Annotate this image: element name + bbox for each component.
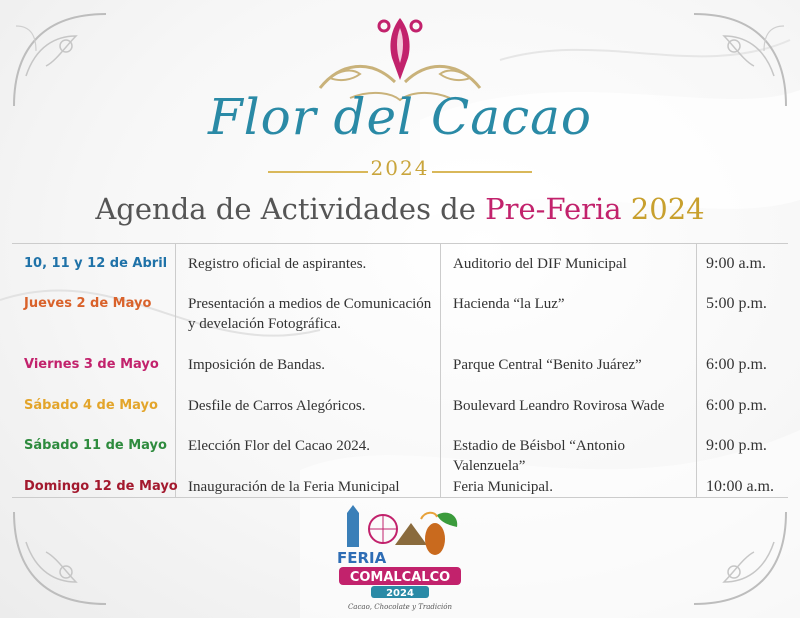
logo-title: Flor del Cacao [207, 88, 593, 146]
event-activity: Elección Flor del Cacao 2024. [188, 438, 371, 454]
column-divider [175, 244, 176, 498]
event-time: 6:00 p.m. [706, 397, 767, 414]
event-place: Hacienda “la Luz” [453, 296, 565, 312]
event-time: 10:00 a.m. [706, 478, 774, 495]
table-rule [12, 497, 788, 498]
agenda-title-accent: Pre-Feria [485, 192, 622, 226]
event-place: Feria Municipal. [453, 479, 553, 495]
event-place: Boulevard Leandro Rovirosa Wade [453, 398, 665, 414]
agenda-title-year: 2024 [621, 192, 705, 226]
event-date: Domingo 12 de Mayo [24, 479, 178, 494]
agenda-title [0, 192, 800, 226]
feria-year: 2024 [386, 588, 414, 599]
feria-city: COMALCALCO [349, 570, 451, 585]
agenda-title-main: Agenda de Actividades de [95, 192, 486, 226]
event-time: 6:00 p.m. [706, 356, 767, 373]
event-date: Sábado 4 de Mayo [24, 398, 158, 413]
event-date: Viernes 3 de Mayo [24, 357, 159, 372]
event-time: 9:00 a.m. [706, 255, 766, 272]
feria-slogan: Cacao, Chocolate y Tradición [347, 603, 453, 611]
event-date: Jueves 2 de Mayo [24, 296, 152, 311]
event-date: 10, 11 y 12 de Abril [24, 256, 168, 271]
event-activity: Desfile de Carros Alegóricos. [188, 398, 366, 414]
corner-ornament-icon [664, 502, 794, 612]
event-activity: Inauguración de la Feria Municipal [188, 479, 400, 495]
event-place: Parque Central “Benito Juárez” [453, 357, 642, 373]
feria-word: FERIA [337, 549, 387, 567]
event-place: Auditorio del DIF Municipal [453, 256, 627, 272]
logo-year: 2024 [370, 156, 430, 180]
feria-comalcalco-logo [325, 505, 475, 613]
event-place: Estadio de Béisbol “Antonio Valenzuela” [453, 438, 626, 474]
event-time: 9:00 p.m. [706, 437, 767, 454]
table-rule [12, 243, 788, 244]
event-activity: Presentación a medios de Comunicación y develación Fotográfica. [188, 296, 432, 332]
column-divider [440, 244, 441, 498]
event-activity: Imposición de Bandas. [188, 357, 326, 373]
event-date: Sábado 11 de Mayo [24, 438, 167, 453]
divider-right [432, 171, 532, 173]
corner-ornament-icon [6, 502, 136, 612]
event-time: 5:00 p.m. [706, 295, 767, 312]
event-activity: Registro oficial de aspirantes. [188, 256, 367, 272]
